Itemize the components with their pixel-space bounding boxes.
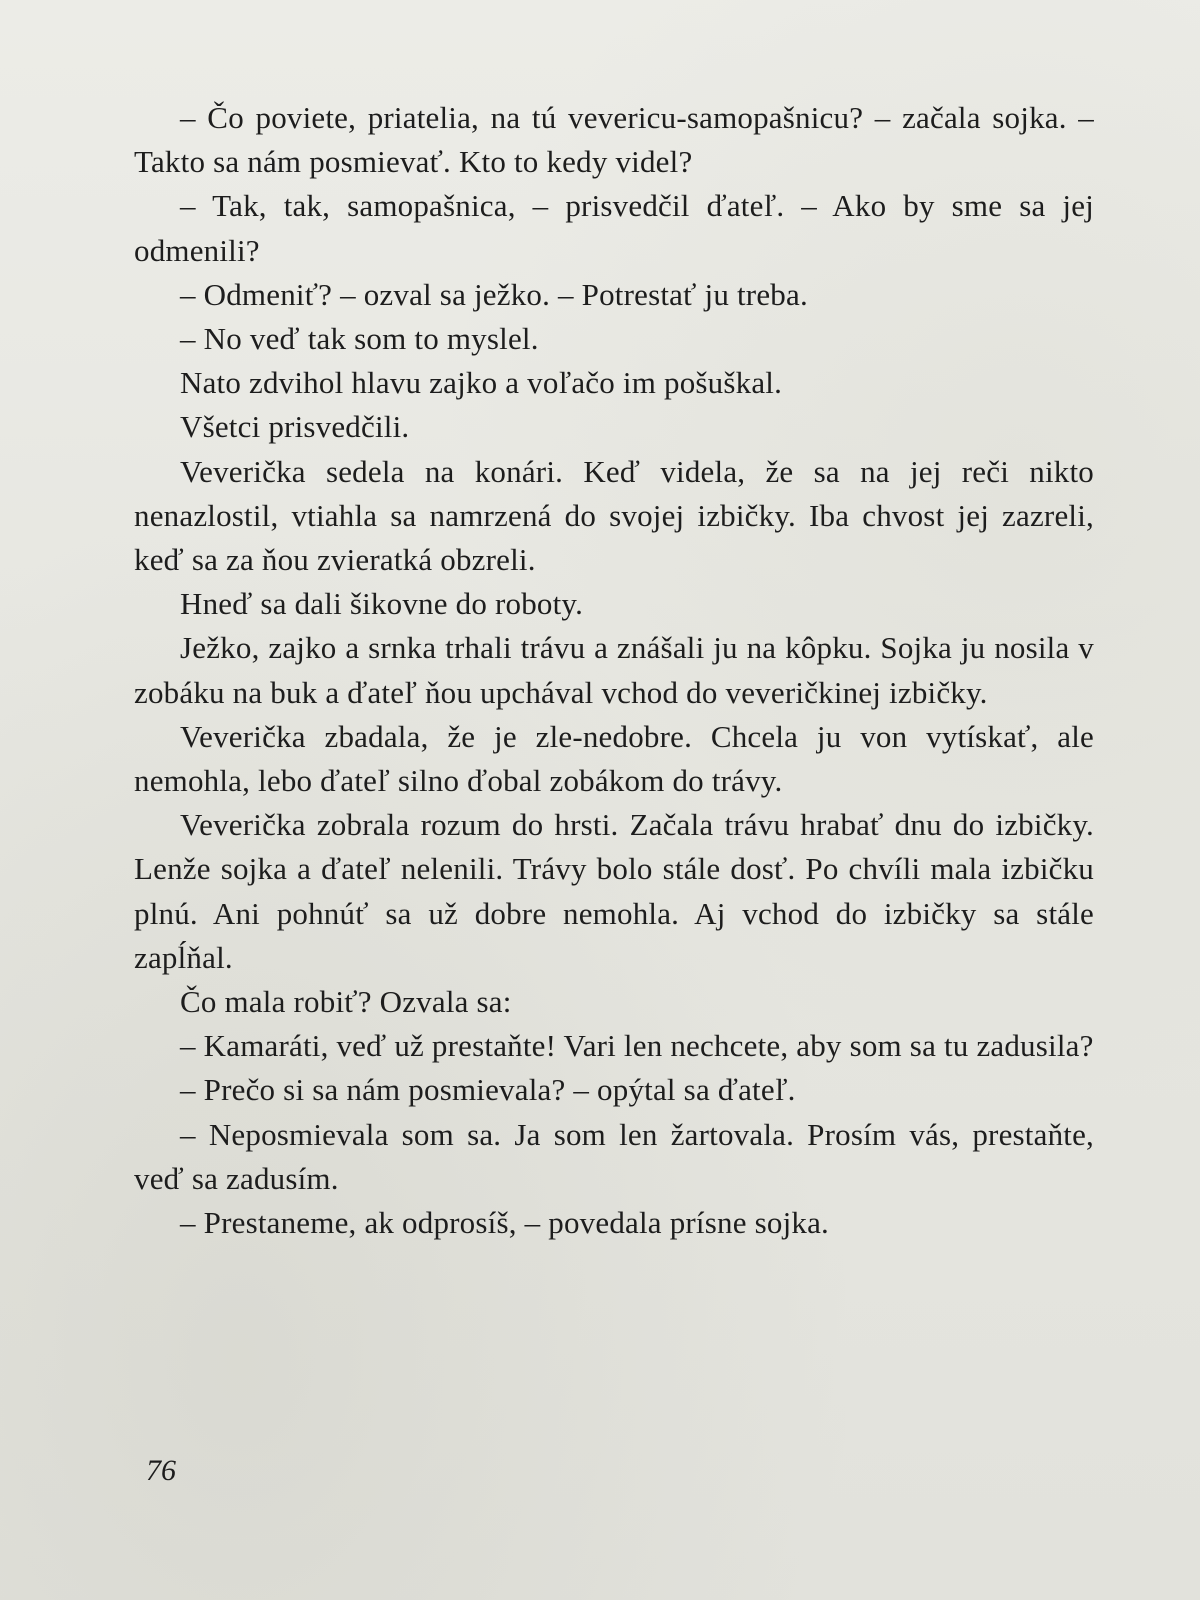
paragraph: – Odmeniť? – ozval sa ježko. – Potrestať ju treba. bbox=[180, 276, 808, 312]
paragraph: – No veď tak som to myslel. bbox=[180, 321, 539, 357]
story-text bbox=[134, 96, 1094, 1245]
page-number: 76 bbox=[146, 1454, 176, 1487]
paragraph: Veverička sedela na konári. Keď videla, že sa na jej reči nikto nenazlostil, vtiahla sa namrzená do svojej izbičky. Iba chvost jej zazreli, keď sa za ňou zvieratká obzreli. bbox=[134, 453, 1094, 578]
paragraph: Všetci prisvedčili. bbox=[180, 409, 410, 445]
paragraph: – Prečo si sa nám posmievala? – opýtal sa ďateľ. bbox=[180, 1072, 796, 1108]
paragraph: Čo mala robiť? Ozvala sa: bbox=[180, 984, 512, 1020]
paragraph: – Neposmievala som sa. Ja som len žartovala. Prosím vás, prestaňte, veď sa zadusím. bbox=[134, 1116, 1094, 1196]
paragraph: Nato zdvihol hlavu zajko a voľačo im pošuškal. bbox=[180, 365, 783, 401]
paragraph: Veverička zobrala rozum do hrsti. Začala trávu hrabať dnu do izbičky. Lenže sojka a ďateľ nelenili. Trávy bolo stále dosť. Po chvíli mala izbičku plnú. Ani pohnúť sa už dobre nemohla. Aj vchod do izbičky sa stále zapĺňal. bbox=[134, 807, 1094, 975]
paragraph: – Tak, tak, samopašnica, – prisvedčil ďateľ. – Ako by sme sa jej odmenili? bbox=[134, 188, 1094, 268]
paragraph: Veverička zbadala, že je zle-nedobre. Chcela ju von vytískať, ale nemohla, lebo ďateľ silno ďobal zobákom do trávy. bbox=[134, 718, 1094, 799]
paragraph: Ježko, zajko a srnka trhali trávu a znášali ju na kôpku. Sojka ju nosila v zobáku na buk a ďateľ ňou upchával vchod do veveričkinej izbičky. bbox=[134, 630, 1094, 710]
paragraph: – Čo poviete, priatelia, na tú vevericu-samopašnicu? – začala sojka. – Takto sa nám posmievať. Kto to kedy videl? bbox=[134, 100, 1094, 180]
paragraph: Hneď sa dali šikovne do roboty. bbox=[180, 586, 584, 622]
paragraph: – Kamaráti, veď už prestaňte! Vari len nechcete, aby som sa tu zadusila? bbox=[180, 1028, 1094, 1064]
paragraph: – Prestaneme, ak odprosíš, – povedala prísne sojka. bbox=[180, 1205, 829, 1241]
